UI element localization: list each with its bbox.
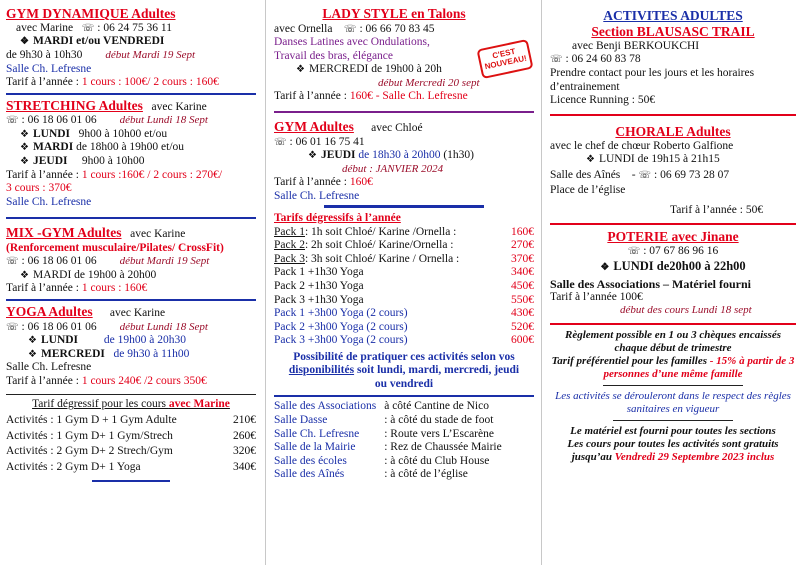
location-name: Salle Dasse xyxy=(274,414,328,426)
poterie-tarif: Tarif à l’année 100€ xyxy=(550,290,643,303)
phone-icon: ☏ xyxy=(550,54,563,66)
bullet-icon: ❖ xyxy=(308,150,317,162)
divider xyxy=(6,394,256,395)
degressif-price: 260€ xyxy=(233,429,256,442)
lady-style-teacher: avec Ornella xyxy=(274,22,333,35)
pack-name: Pack 2 +3h00 Yoga (2 cours) xyxy=(274,320,408,333)
packs-note-2a: disponibilités xyxy=(288,364,355,377)
pack-name: Pack 2 xyxy=(274,239,305,252)
lady-style-desc-2: Travail des bras, élégance xyxy=(274,49,394,62)
pack-price: 600€ xyxy=(511,334,534,347)
location-where: : Rez de Chaussée Mairie xyxy=(384,441,502,454)
location-name: Salle Ch. Lefresne xyxy=(274,427,360,440)
yoga-time-2: de 9h30 à 11h00 xyxy=(113,347,190,360)
stretching-tarif: 1 cours :160€ / 2 cours : 270€/ xyxy=(81,168,223,181)
gym-adultes-time: de 18h30 à 20h00 xyxy=(358,149,441,162)
location-where: : à côté de l’église xyxy=(384,468,468,481)
stretching-teacher: avec Karine xyxy=(151,100,207,113)
column-right: ACTIVITES ADULTES Section BLAUSASC TRAIL avec Benji BERKOUKCHI ☏ : 06 24 60 83 78 Prendre contact pour les jours et les horaires d’entrainement Licence Running : 50€ CHORALE Adultes avec le chef de chœur Roberto Galfione ❖ LUNDI de 19h15 à 21h15 Salle des Aînés - ☏ : 06 69 73 28 07 Place de l’église Tarif à l’année : 50€ POTERIE avec Jinane ☏ : 07 67 86 96 16 ❖ LUNDI de20h00 à 22h00 Salle des Associations – Matériel fourni Tarif à l’année 100€ début des cours Lundi 18 sept Règlement possible en 1 ou 3 chèques encaissés chaque début de trimestre Tarif préférentiel pour les familles - 15% à partir de 3 personnes d’une même famille Les activités se dérouleront dans le respect des règles sanitaires en vigueur Le matériel est fourni pour toutes les sections Les cours pour toutes les activités sont gratuits jusqu’au Vendredi 29 Septembre 2023 inclus xyxy=(550,8,795,464)
packs-note-1: Possibilité de pratiquer ces activités selon vos xyxy=(293,350,515,363)
mixgym-title: MIX -GYM Adultes xyxy=(6,225,122,241)
phone-icon: ☏ xyxy=(81,22,95,34)
gym-dynamique-start: début Mardi 19 Sept xyxy=(105,49,196,62)
bullet-icon: ❖ xyxy=(20,142,29,154)
pack-row xyxy=(274,280,534,294)
lady-style-day: MERCREDI de 19h00 à 20h xyxy=(308,63,442,76)
payment-line-2b: - 15% à partir de 3 personnes d’une même famille xyxy=(603,355,795,381)
tarif-label: Tarif à l’année : xyxy=(6,76,82,89)
packs-note-2b: soit lundi, mardi, mercredi, jeudi xyxy=(354,364,520,377)
final-line-3a: jusqu’au xyxy=(571,451,615,464)
poterie-day: LUNDI de20h00 à 22h00 xyxy=(613,258,746,273)
pack-name: Pack 3 xyxy=(274,252,305,265)
pack-price: 370€ xyxy=(511,252,534,265)
degressif-price: 210€ xyxy=(233,413,256,426)
pack-price: 450€ xyxy=(511,279,534,292)
gym-dynamique-tarif: 1 cours : 100€/ 2 cours : 160€ xyxy=(81,76,219,89)
pack-price: 430€ xyxy=(511,307,534,320)
packs-note-3: ou vendredi xyxy=(374,377,434,390)
poterie-room: Salle des Associations – Matériel fourni xyxy=(550,276,751,291)
column-divider-1 xyxy=(265,0,266,565)
location-row xyxy=(274,400,504,414)
phone-icon: ☏ xyxy=(6,321,19,333)
divider xyxy=(6,217,256,219)
mixgym-phone: : 06 18 06 01 06 xyxy=(21,255,97,268)
pack-row xyxy=(274,321,534,335)
degressif-row xyxy=(6,414,256,428)
degressif-label: Activités : 1 Gym D+ 1 Gym/Strech xyxy=(6,429,173,442)
pack-row xyxy=(274,239,534,253)
phone-icon: ☏ xyxy=(638,169,652,181)
pack-desc: : 3h soit Chloé/ Karine / Ornella : xyxy=(304,252,460,265)
trail-info: Prendre contact pour les jours et les horaires d’entrainement xyxy=(550,66,755,93)
gym-adultes-day: JEUDI xyxy=(320,149,356,162)
gym-adultes-teacher: avec Chloé xyxy=(371,122,423,135)
chorale-tarif: Tarif à l’année : 50€ xyxy=(670,203,764,216)
gym-dynamique-title: GYM DYNAMIQUE Adultes xyxy=(6,6,176,21)
pack-desc: : 1h soit Chloé/ Karine /Ornella : xyxy=(304,225,457,238)
chorale-place: Place de l’église xyxy=(550,184,626,197)
stretching-day: MARDI xyxy=(32,141,74,154)
chorale-teacher: avec le chef de chœur Roberto Galfione xyxy=(550,139,734,152)
gym-adultes-room: Salle Ch. Lefresne xyxy=(274,189,360,202)
payment-line-2a: Tarif préférentiel pour les familles xyxy=(551,355,708,368)
location-row xyxy=(274,414,504,428)
activites-header: ACTIVITES ADULTES xyxy=(603,8,743,23)
stretching-time: 9h00 à 10h00 et/ou xyxy=(78,127,168,140)
chorale-title: CHORALE Adultes xyxy=(615,123,731,139)
location-where: à côté Cantine de Nico xyxy=(384,400,489,413)
stretching-phone: : 06 18 06 01 06 xyxy=(21,114,97,127)
column-middle xyxy=(268,0,538,565)
phone-icon: ☏ xyxy=(274,136,287,148)
location-where: : à côté du stade de foot xyxy=(384,414,494,426)
yoga-start: début Lundi 18 Sept xyxy=(119,320,208,333)
location-where: : à côté du Club House xyxy=(384,454,490,467)
pack-name: Pack 1 xyxy=(274,225,305,238)
lady-style-desc-1: Danses Latines avec Ondulations, xyxy=(274,36,430,49)
stretching-start: début Lundi 18 Sept xyxy=(119,114,208,127)
bullet-icon: ❖ xyxy=(20,128,29,140)
degressif-list xyxy=(6,414,256,474)
pack-price: 550€ xyxy=(511,293,534,306)
divider xyxy=(274,395,534,397)
location-name: Salle des Aînés xyxy=(274,468,345,481)
tarif-label: Tarif à l’année : xyxy=(6,168,82,181)
tarif-label: Tarif à l’année : xyxy=(274,89,350,102)
pack-price: 270€ xyxy=(511,239,534,252)
phone-icon: ☏ xyxy=(627,246,641,258)
pack-name: Pack 3 +1h30 Yoga xyxy=(274,293,364,306)
divider xyxy=(550,114,796,116)
final-line-2: Les cours pour toutes les activités sont gratuits xyxy=(567,438,779,451)
tarif-label: Tarif à l’année : xyxy=(6,282,82,295)
stretching-room: Salle Ch. Lefresne xyxy=(6,195,92,208)
gym-dynamique-phone: : 06 24 75 36 11 xyxy=(97,21,172,34)
bullet-icon: ❖ xyxy=(20,155,29,167)
lady-style-tarif: 160€ - Salle Ch. Lefresne xyxy=(349,89,468,102)
gym-dynamique-teacher: avec Marine xyxy=(16,21,74,34)
pack-row xyxy=(274,294,534,308)
yoga-teacher: avec Karine xyxy=(109,307,166,320)
divider xyxy=(274,111,534,113)
pack-row xyxy=(274,226,534,240)
locations-table xyxy=(274,400,504,481)
bullet-icon: ❖ xyxy=(600,261,610,273)
degressif-label: Activités : 2 Gym D+ 2 Strech/Gym xyxy=(6,445,173,458)
chorale-room: Salle des Aînés xyxy=(550,168,621,181)
mixgym-subtitle: (Renforcement musculaire/Pilates/ CrossFit) xyxy=(6,241,224,254)
packs-title: Tarifs dégressifs à l’année xyxy=(274,212,401,225)
yoga-title: YOGA Adultes xyxy=(6,304,93,320)
poterie-phone: : 07 67 86 96 16 xyxy=(643,245,719,258)
column-left xyxy=(0,0,262,565)
trail-title: Section BLAUSASC TRAIL xyxy=(591,23,755,39)
final-line-1: Le matériel est fourni pour toutes les sections xyxy=(570,425,776,438)
location-row xyxy=(274,468,504,482)
yoga-room: Salle Ch. Lefresne xyxy=(6,361,92,374)
degressif-row xyxy=(6,445,256,459)
bullet-icon: ❖ xyxy=(586,154,595,166)
divider xyxy=(6,299,256,301)
payment-line-2 xyxy=(550,355,796,381)
packs-note-2 xyxy=(274,364,534,378)
degressif-price: 340€ xyxy=(233,460,256,473)
stretching-time: de 18h00 à 19h00 et/ou xyxy=(76,141,185,154)
packs-table xyxy=(274,226,534,348)
location-where: : Route vers L’Escarène xyxy=(384,427,494,440)
degressif-title-red: avec Marine xyxy=(168,398,230,411)
pack-desc: : 2h soit Chloé/ Karine/Ornella : xyxy=(304,239,454,252)
chorale-phone: : 06 69 73 28 07 xyxy=(654,168,730,181)
column-divider-2 xyxy=(541,0,542,565)
pack-name: Pack 1 +3h00 Yoga (2 cours) xyxy=(274,307,408,320)
degressif-heading xyxy=(6,398,256,412)
divider xyxy=(6,93,256,95)
lady-style-start: début Mercredi 20 sept xyxy=(378,76,480,89)
gym-adultes-duration: (1h30) xyxy=(443,149,474,162)
gym-adultes-phone: : 06 01 16 75 41 xyxy=(289,135,365,148)
divider xyxy=(550,223,796,225)
pack-price: 160€ xyxy=(511,225,534,238)
divider xyxy=(603,385,743,386)
gym-adultes-tarif: 160€ xyxy=(349,176,373,188)
mixgym-start: début Mardi 19 Sept xyxy=(119,255,210,268)
yoga-phone: : 06 18 06 01 06 xyxy=(21,320,97,333)
location-row xyxy=(274,441,504,455)
pack-price: 520€ xyxy=(511,320,534,333)
gym-dynamique-room: Salle Ch. Lefresne xyxy=(6,62,92,75)
stretching-title: STRETCHING Adultes xyxy=(6,97,143,113)
yoga-time-1: de 19h00 à 20h30 xyxy=(103,334,186,347)
gym-adultes-start: début : JANVIER 2024 xyxy=(342,163,444,176)
new-stamp: C'EST NOUVEAU! xyxy=(476,39,533,79)
degressif-title: Tarif dégressif pour les cours xyxy=(32,398,169,411)
yoga-tarif: 1 cours 240€ /2 cours 350€ xyxy=(81,374,207,387)
phone-icon: ☏ xyxy=(6,256,19,268)
bullet-icon: ❖ xyxy=(28,348,37,360)
final-line-3b: Vendredi 29 Septembre 2023 inclus xyxy=(614,451,775,464)
tarif-label: Tarif à l’année : xyxy=(6,374,82,387)
degressif-label: Activités : 2 Gym D+ 1 Yoga xyxy=(6,460,141,473)
trail-licence: Licence Running : 50€ xyxy=(550,94,656,107)
bullet-icon: ❖ xyxy=(28,335,37,347)
location-row xyxy=(274,428,504,442)
tarif-label: Tarif à l’année : xyxy=(274,176,350,188)
chorale-day: LUNDI de 19h15 à 21h15 xyxy=(598,153,720,166)
degressif-row xyxy=(6,430,256,444)
divider xyxy=(550,323,796,325)
gym-dynamique-days: MARDI et/ou VENDREDI xyxy=(32,35,165,48)
location-name: Salle des écoles xyxy=(274,454,347,467)
mixgym-tarif: 1 cours : 160€ xyxy=(81,282,148,295)
stretching-time: 9h00 à 10h00 xyxy=(81,154,145,167)
pack-row xyxy=(274,253,534,267)
sanitary-note: Les activités se dérouleront dans le respect des règles sanitaires en vigueur xyxy=(555,390,791,416)
yoga-day-1: LUNDI xyxy=(40,334,79,347)
gym-dynamique-time: de 9h30 à 10h30 xyxy=(6,49,83,62)
yoga-day-2: MERCREDI xyxy=(40,347,105,360)
divider xyxy=(92,480,170,482)
lady-style-phone: : 06 66 70 83 45 xyxy=(359,22,435,35)
poterie-title: POTERIE avec Jinane xyxy=(607,229,739,245)
pack-row xyxy=(274,334,534,348)
pack-row xyxy=(274,307,534,321)
mixgym-teacher: avec Karine xyxy=(130,228,186,241)
pack-row xyxy=(274,266,534,280)
trail-phone: : 06 24 60 83 78 xyxy=(565,53,641,66)
stretching-day: JEUDI xyxy=(32,154,68,167)
bullet-icon: ❖ xyxy=(20,36,29,48)
pack-price: 340€ xyxy=(511,266,534,279)
degressif-row xyxy=(6,461,256,475)
pack-name: Pack 2 +1h30 Yoga xyxy=(274,279,364,292)
degressif-label: Activités : 1 Gym D + 1 Gym Adulte xyxy=(6,413,177,426)
bullet-icon: ❖ xyxy=(296,64,305,76)
degressif-price: 320€ xyxy=(233,445,256,458)
divider xyxy=(613,420,733,421)
pack-name: Pack 3 +3h00 Yoga (2 cours) xyxy=(274,334,408,347)
stretching-day: LUNDI xyxy=(32,127,71,140)
stretching-tarif-2: 3 cours : 370€ xyxy=(6,182,72,195)
location-row xyxy=(274,455,504,469)
phone-icon: ☏ xyxy=(6,115,19,127)
location-name: Salle de la Mairie xyxy=(274,441,356,454)
gym-adultes-title: GYM Adultes xyxy=(274,119,354,135)
trail-teacher: avec Benji BERKOUKCHI xyxy=(572,39,700,52)
lady-style-title: LADY STYLE en Talons xyxy=(322,6,466,21)
location-name: Salle des Associations xyxy=(274,400,377,413)
bullet-icon: ❖ xyxy=(20,269,29,281)
mixgym-day: MARDI de 19h00 à 20h00 xyxy=(32,268,157,281)
payment-line-1: Règlement possible en 1 ou 3 chèques encaissés chaque début de trimestre xyxy=(564,329,782,355)
poterie-start: début des cours Lundi 18 sept xyxy=(620,304,752,317)
pack-name: Pack 1 +1h30 Yoga xyxy=(274,266,364,279)
phone-icon: ☏ xyxy=(343,23,357,35)
divider xyxy=(324,205,484,208)
